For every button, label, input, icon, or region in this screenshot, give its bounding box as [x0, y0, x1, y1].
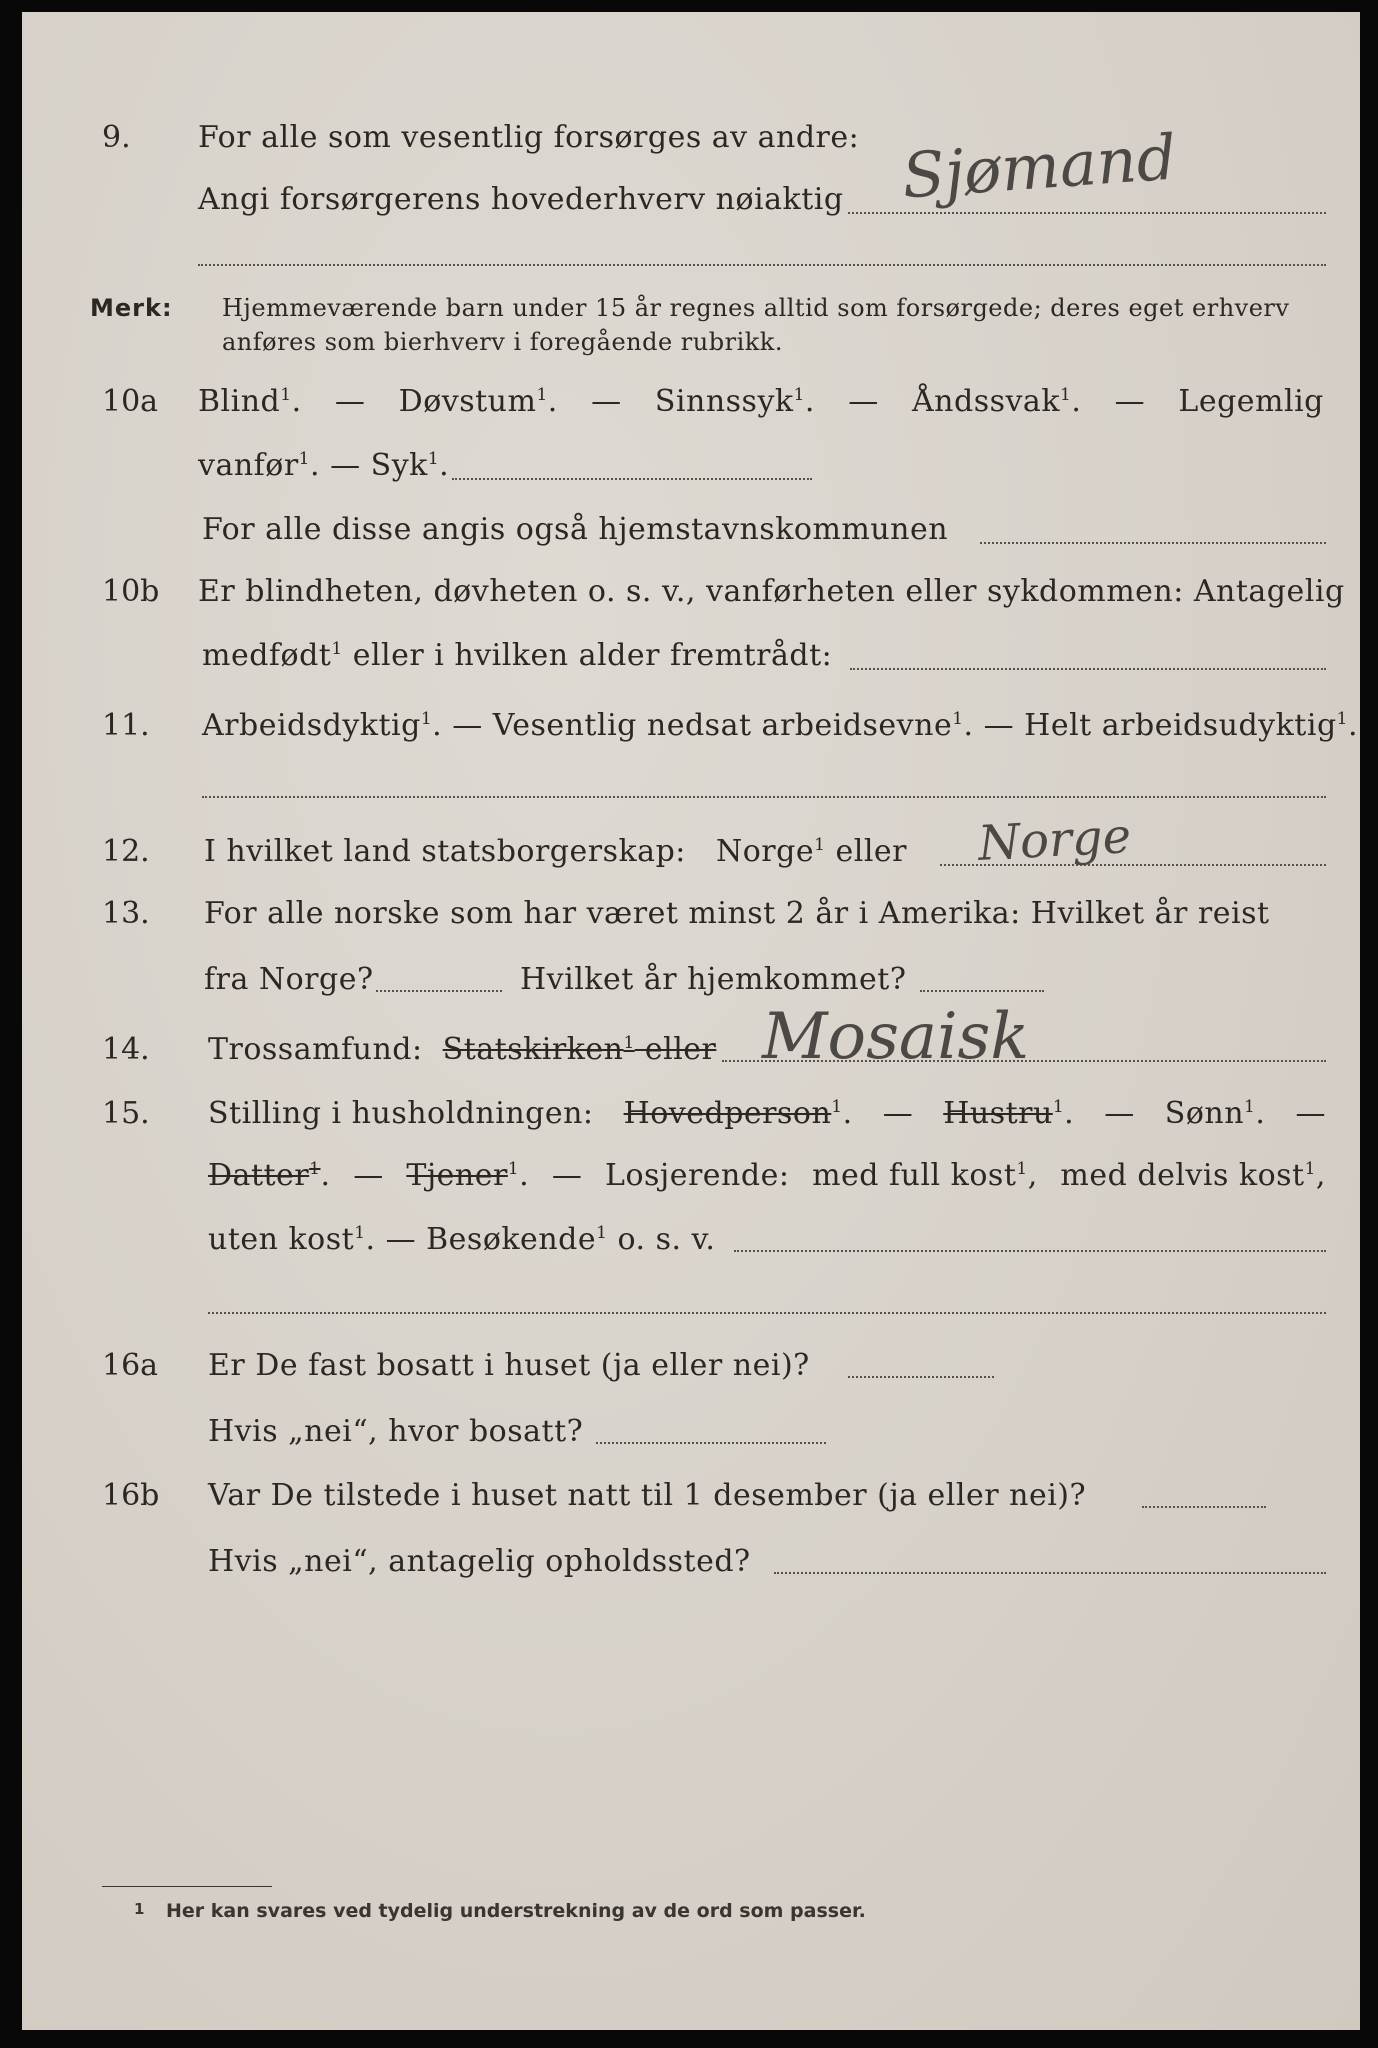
- merk-line2: anføres som bierhverv i foregående rubrikk.: [222, 328, 783, 356]
- q16a-bosatt-line[interactable]: [596, 1442, 826, 1444]
- q16b-line1: Var De tilstede i huset natt til 1 desember (ja eller nei)?: [208, 1478, 1087, 1513]
- q9-answer-line[interactable]: [848, 212, 1326, 214]
- q11-line: Arbeidsdyktig$^1$. — Vesentlig nedsat arbeidsevne$^1$. — Helt arbeidsudyktig$^1$.: [202, 708, 1359, 743]
- q10b-line1: Er blindheten, døvheten o. s. v., vanførheten eller sykdommen: Antagelig: [198, 574, 1345, 609]
- q10b-line2: medfødt$^1$ eller i hvilken alder fremtrådt:: [202, 638, 833, 673]
- option-arbeidsdyktig[interactable]: Arbeidsdyktig$^1$: [202, 708, 433, 743]
- q16a-line2: Hvis „nei“, hvor bosatt?: [208, 1414, 584, 1449]
- q9-extra-line[interactable]: [198, 264, 1326, 266]
- q11-number: 11.: [102, 708, 150, 743]
- merk-line1: Hjemmeværende barn under 15 år regnes alltid som forsørgede; deres eget erhverv: [222, 294, 1290, 322]
- q12-handwritten-answer: Norge: [976, 808, 1133, 872]
- q9-handwritten-answer: Sjømand: [899, 120, 1179, 213]
- q10a-line1: Blind$^1$. — Døvstum$^1$. — Sinnssyk$^1$. — Åndssvak$^1$. — Legemlig: [198, 384, 1324, 419]
- option-besokende[interactable]: Besøkende$^1$: [426, 1222, 608, 1257]
- option-sonn[interactable]: Sønn: [1164, 1096, 1245, 1131]
- q16a-line1: Er De fast bosatt i huset (ja eller nei)?: [208, 1348, 810, 1383]
- q9-number: 9.: [102, 120, 131, 155]
- footnote-mark: 1: [134, 1900, 145, 1918]
- option-vanfor[interactable]: vanfør$^1$.: [198, 448, 321, 483]
- q9-line1: For alle som vesentlig forsørges av andre:: [198, 120, 860, 155]
- q10a-hjemstavn-line[interactable]: [980, 542, 1326, 544]
- q10b-number: 10b: [102, 574, 160, 609]
- q10a-line3: For alle disse angis også hjemstavnskommunen: [202, 512, 949, 547]
- q15-number: 15.: [102, 1096, 150, 1131]
- option-datter[interactable]: Datter: [208, 1158, 310, 1193]
- q15-line2: Datter$^1$. — Tjener$^1$. — Losjerende: med full kost$^1$, med delvis kost$^1$,: [208, 1158, 1326, 1193]
- q10a-line2: vanfør$^1$. — Syk$^1$.: [198, 448, 450, 483]
- q13-line1: For alle norske som har været minst 2 år i Amerika: Hvilket år reist: [204, 896, 1270, 931]
- footnote-divider: [102, 1886, 272, 1887]
- q10a-number: 10a: [102, 384, 159, 419]
- option-sinnssyk[interactable]: Sinnssyk$^1$.: [654, 384, 815, 419]
- option-syk[interactable]: Syk$^1$.: [370, 448, 450, 483]
- q14-handwritten-answer: Mosaisk: [762, 1000, 1030, 1074]
- q13-line2a: fra Norge?: [204, 962, 374, 997]
- option-full-kost[interactable]: med full kost: [812, 1158, 1017, 1193]
- q9-line2: Angi forsørgerens hovederhverv nøiaktig: [198, 182, 844, 217]
- option-blind[interactable]: Blind$^1$.: [198, 384, 302, 419]
- q15-extra-line[interactable]: [208, 1312, 1326, 1314]
- q13-line2b: Hvilket år hjemkommet?: [520, 962, 907, 997]
- q15-line1: Stilling i husholdningen: Hovedperson$^1$. — Hustru$^1$. — Sønn$^1$. —: [208, 1096, 1326, 1131]
- option-legemlig[interactable]: Legemlig: [1178, 384, 1324, 419]
- option-tjener[interactable]: Tjener: [406, 1158, 508, 1193]
- footnote-text: Her kan svares ved tydelig understrekning av de ord som passer.: [166, 1900, 866, 1922]
- q11-answer-line[interactable]: [202, 796, 1326, 798]
- q15-line3: uten kost$^1$. — Besøkende$^1$ o. s. v.: [208, 1222, 716, 1257]
- q10b-answer-line[interactable]: [850, 668, 1326, 670]
- q16a-number: 16a: [102, 1348, 159, 1383]
- option-delvis-kost[interactable]: med delvis kost: [1060, 1158, 1305, 1193]
- q16a-answer-line[interactable]: [848, 1376, 994, 1378]
- q14-number: 14.: [102, 1032, 150, 1067]
- q13-reist-line[interactable]: [376, 990, 502, 992]
- q10a-answer-line[interactable]: [452, 478, 812, 480]
- q13-hjemkommet-line[interactable]: [920, 990, 1044, 992]
- q15-answer-line[interactable]: [734, 1250, 1326, 1252]
- option-hovedperson[interactable]: Hovedperson: [623, 1096, 832, 1131]
- q16b-opholdssted-line[interactable]: [774, 1572, 1326, 1574]
- option-dovstum[interactable]: Døvstum$^1$.: [398, 384, 558, 419]
- q12-line: I hvilket land statsborgerskap: Norge$^1$ eller: [204, 834, 908, 869]
- q16b-line2: Hvis „nei“, antagelig opholdssted?: [208, 1544, 751, 1579]
- census-form-page: [22, 12, 1360, 2030]
- option-hustru[interactable]: Hustru: [943, 1096, 1053, 1131]
- q14-line: Trossamfund: Statskirken$^1$ eller: [208, 1032, 717, 1067]
- q13-number: 13.: [102, 896, 150, 931]
- q12-number: 12.: [102, 834, 150, 869]
- q16b-number: 16b: [102, 1478, 160, 1513]
- merk-label: Merk:: [90, 294, 173, 322]
- option-andssvak[interactable]: Åndssvak$^1$.: [912, 384, 1082, 419]
- option-statskirken[interactable]: Statskirken$^1$ eller: [442, 1032, 717, 1067]
- q16b-answer-line[interactable]: [1142, 1506, 1266, 1508]
- option-uten-kost[interactable]: uten kost$^1$: [208, 1222, 366, 1257]
- option-norge[interactable]: Norge$^1$: [716, 834, 826, 869]
